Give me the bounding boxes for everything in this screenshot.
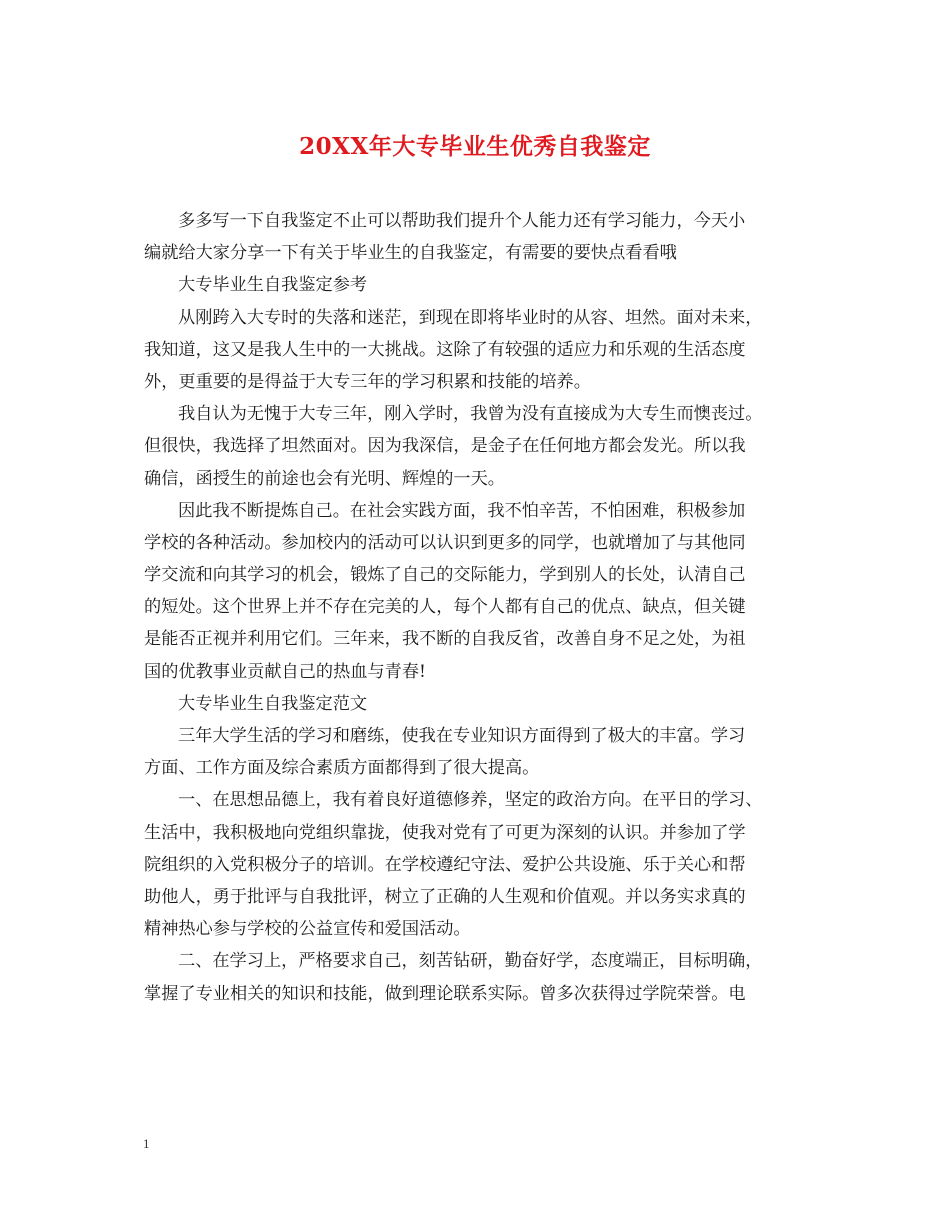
document-body	[144, 205, 814, 1010]
text-line: 院组织的入党积极分子的培训。在学校遵纪守法、爱护公共设施、乐于关心和帮	[144, 854, 746, 875]
text-line: 学校的各种活动。参加校内的活动可以认识到更多的同学，也就增加了与其他同	[144, 532, 746, 553]
text-line: 但很快，我选择了坦然面对。因为我深信，是金子在任何地方都会发光。所以我	[144, 436, 746, 457]
document-title: 20XX年大专毕业生优秀自我鉴定	[299, 133, 651, 160]
text-line: 因此我不断提炼自己。在社会实践方面，我不怕辛苦，不怕困难，积极参加	[178, 500, 746, 521]
text-line: 生活中，我积极地向党组织靠拢，使我对党有了可更为深刻的认识。并参加了学	[144, 822, 746, 843]
text-line: 国的优教事业贡献自己的热血与青春!	[144, 661, 426, 682]
text-line: 掌握了专业相关的知识和技能，做到理论联系实际。曾多次获得过学院荣誉。电	[144, 983, 746, 1004]
text-line: 我自认为无愧于大专三年，刚入学时，我曾为没有直接成为大专生而懊丧过。	[178, 404, 763, 425]
text-line: 助他人，勇于批评与自我批评，树立了正确的人生观和价值观。并以务实求真的	[144, 886, 746, 907]
text-line: 外，更重要的是得益于大专三年的学习积累和技能的培养。	[144, 371, 591, 392]
text-line: 大专毕业生自我鉴定范文	[178, 693, 368, 714]
text-line: 的短处。这个世界上并不存在完美的人，每个人都有自己的优点、缺点，但关键	[144, 597, 746, 618]
text-line: 二、在学习上，严格要求自己，刻苦钻研，勤奋好学，态度端正，目标明确，	[178, 951, 763, 972]
text-line: 学交流和向其学习的机会，锻炼了自己的交际能力，学到别人的长处，认清自己	[144, 565, 746, 586]
text-line: 是能否正视并利用它们。三年来，我不断的自我反省，改善自身不足之处，为祖	[144, 629, 746, 650]
text-line: 一、在思想品德上，我有着良好道德修养，坚定的政治方向。在平日的学习、	[178, 790, 763, 811]
text-line: 编就给大家分享一下有关于毕业生的自我鉴定，有需要的要快点看看哦	[144, 243, 677, 264]
text-line: 多多写一下自我鉴定不止可以帮助我们提升个人能力还有学习能力，今天小	[178, 211, 746, 231]
text-line: 大专毕业生自我鉴定参考	[178, 275, 368, 296]
text-line: 从刚跨入大专时的失落和迷茫，到现在即将毕业时的从容、坦然。面对未来，	[178, 307, 763, 328]
text-line: 精神热心参与学校的公益宣传和爱国活动。	[144, 919, 471, 940]
text-line: 方面、工作方面及综合素质方面都得到了很大提高。	[144, 758, 540, 779]
text-line: 我知道，这又是我人生中的一大挑战。这除了有较强的适应力和乐观的生活态度	[144, 339, 746, 360]
text-line: 三年大学生活的学习和磨练，使我在专业知识方面得到了极大的丰富。学习	[178, 726, 746, 746]
page-number: 1	[143, 1136, 150, 1151]
text-line: 确信，函授生的前途也会有光明、辉煌的一天。	[144, 468, 505, 489]
